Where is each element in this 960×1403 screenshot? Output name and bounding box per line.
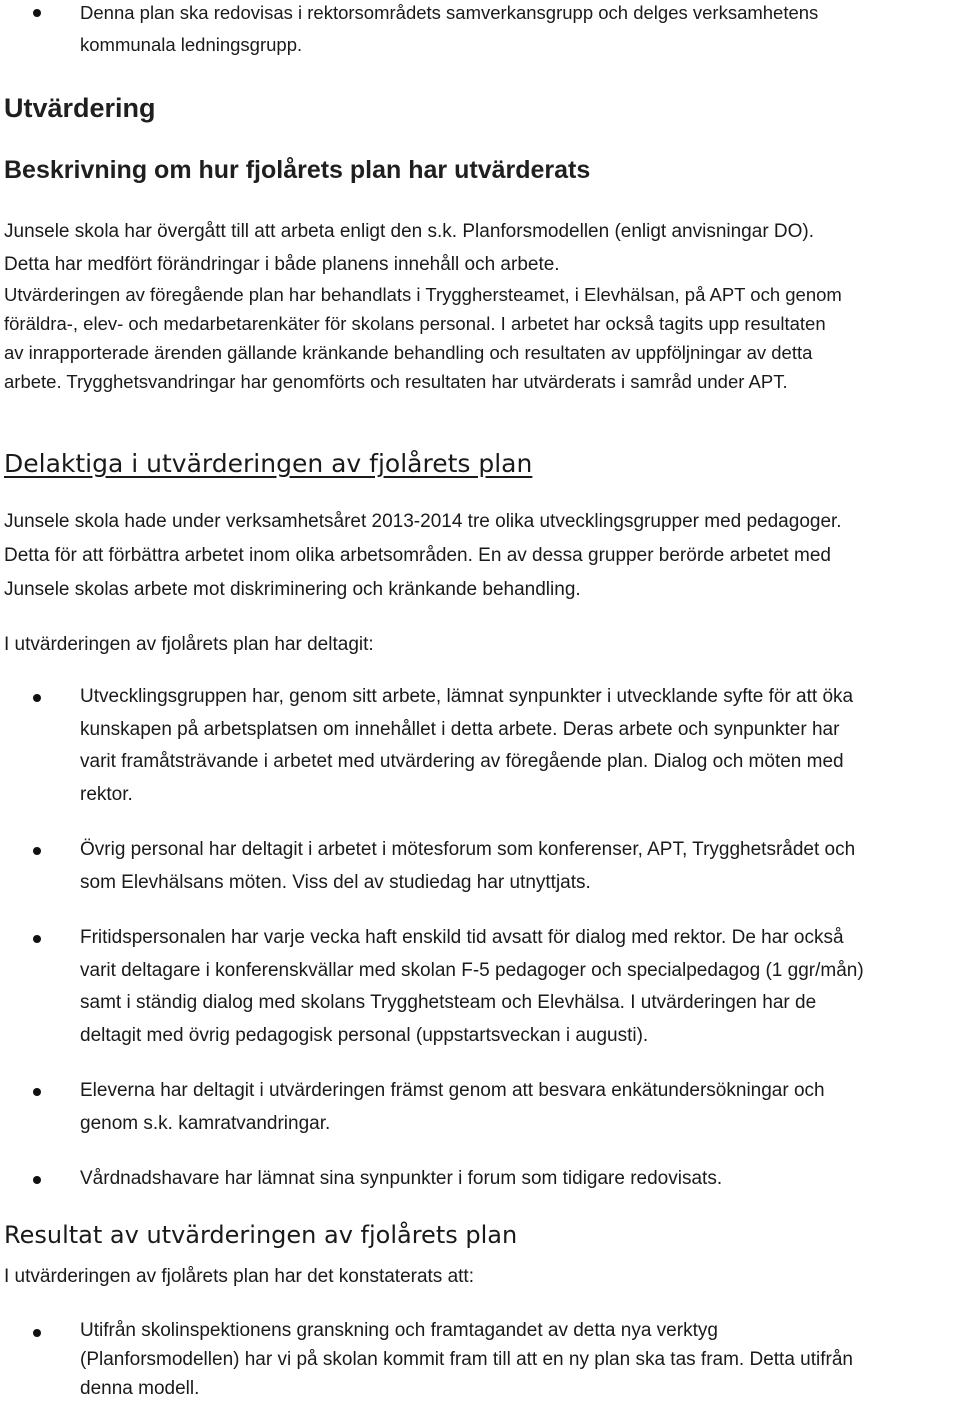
bullet-line: Utvecklingsgruppen har, genom sitt arbete, lämnat synpunkter i utvecklande syfte för att öka: [80, 686, 854, 707]
top-bullet-line: kommunala ledningsgrupp.: [80, 34, 303, 55]
bullet-line: Övrig personal har deltagit i arbetet i mötesforum som konferenser, APT, Trygghetsrådet och: [80, 839, 856, 860]
utvardering-paragraph-1: [4, 215, 960, 281]
paragraph-line: av inrapporterade ärenden gällande kränkande behandling och resultaten av uppföljningar av detta: [4, 342, 813, 363]
bullet-line: Eleverna har deltagit i utvärderingen främst genom att besvara enkätundersökningar och: [80, 1080, 825, 1101]
bullet-line: genom s.k. kamratvandringar.: [80, 1112, 331, 1134]
heading-delaktiga: Delaktiga i utvärderingen av fjolårets plan: [4, 449, 533, 478]
paragraph-line: föräldra-, elev- och medarbetarenkäter för skolans personal. I arbetet har också tagits upp resultaten: [4, 313, 826, 334]
delaktiga-bullet-4: [80, 1075, 960, 1140]
top-bullet-text: [80, 0, 960, 61]
top-bullet-line: Denna plan ska redovisas i rektorsområdets samverkansgrupp och delges verksamhetens: [80, 2, 819, 23]
bullet-line: som Elevhälsans möten. Viss del av studiedag har utnyttjats.: [80, 871, 591, 893]
paragraph-line: Junsele skola har övergått till att arbeta enligt den s.k. Planforsmodellen (enligt anvisningar DO).: [4, 221, 815, 242]
bullet-line: varit framåtsträvande i arbetet med utvärdering av föregående plan. Dialog och möten med: [80, 751, 844, 772]
delaktiga-bullet-5: [80, 1163, 960, 1196]
bullet-line: rektor.: [80, 783, 133, 805]
bullet-line: varit deltagare i konferenskvällar med skolan F-5 pedagoger och specialpedagog (1 ggr/mån): [80, 959, 864, 981]
paragraph-line: Utvärderingen av föregående plan har behandlats i Trygghersteamet, i Elevhälsan, på APT och genom: [4, 284, 842, 305]
bullet-line: kunskapen på arbetsplatsen om innehållet i detta arbete. Deras arbete och synpunkter har: [80, 718, 840, 740]
bullet-icon: [33, 1088, 41, 1096]
bullet-line: (Planforsmodellen) har vi på skolan kommit fram till att en ny plan ska tas fram. Detta utifrån: [80, 1349, 853, 1370]
bullet-line: deltagit med övrig pedagogisk personal (uppstartsveckan i augusti).: [80, 1024, 649, 1046]
delaktiga-bullet-2: [80, 834, 960, 899]
delaktiga-bullet-1: [80, 681, 960, 811]
bullet-icon: [33, 9, 41, 17]
paragraph-line: Junsele skolas arbete mot diskriminering och kränkande behandling.: [4, 579, 581, 600]
bullet-line: denna modell.: [80, 1378, 200, 1399]
subheading-beskrivning: Beskrivning om hur fjolårets plan har utvärderats: [4, 156, 591, 184]
delaktiga-paragraph: [4, 505, 960, 607]
bullet-icon: [33, 935, 41, 943]
utvardering-paragraph-2: [4, 280, 960, 396]
delaktiga-bullet-3: [80, 922, 960, 1052]
bullet-line: Vårdnadshavare har lämnat sina synpunkter i forum som tidigare redovisats.: [80, 1168, 723, 1189]
resultat-bullet-1: [80, 1316, 960, 1403]
bullet-icon: [33, 694, 41, 702]
bullet-icon: [33, 847, 41, 855]
bullet-icon: [33, 1329, 41, 1337]
paragraph-line: Junsele skola hade under verksamhetsåret 2013-2014 tre olika utvecklingsgrupper med pedagoger.: [4, 511, 842, 532]
bullet-line: Utifrån skolinspektionens granskning och framtagandet av detta nya verktyg: [80, 1320, 718, 1341]
paragraph-line: Detta för att förbättra arbetet inom olika arbetsområden. En av dessa grupper berörde arbetet med: [4, 545, 831, 566]
bullet-icon: [33, 1176, 41, 1184]
paragraph-line: arbete. Trygghetsvandringar har genomförts och resultaten har utvärderats i samråd under APT.: [4, 371, 788, 392]
paragraph-line: Detta har medfört förändringar i både planens innehåll och arbete.: [4, 254, 560, 275]
bullet-line: Fritidspersonalen har varje vecka haft enskild tid avsatt för dialog med rektor. De har också: [80, 927, 844, 948]
heading-resultat: Resultat av utvärderingen av fjolårets plan: [4, 1221, 518, 1249]
resultat-intro: I utvärderingen av fjolårets plan har det konstaterats att:: [4, 1266, 474, 1287]
heading-utvardering: Utvärdering: [4, 93, 156, 123]
delaktiga-intro: I utvärderingen av fjolårets plan har deltagit:: [4, 634, 374, 655]
bullet-line: samt i ständig dialog med skolans Trygghetsteam och Elevhälsa. I utvärderingen har de: [80, 992, 817, 1013]
